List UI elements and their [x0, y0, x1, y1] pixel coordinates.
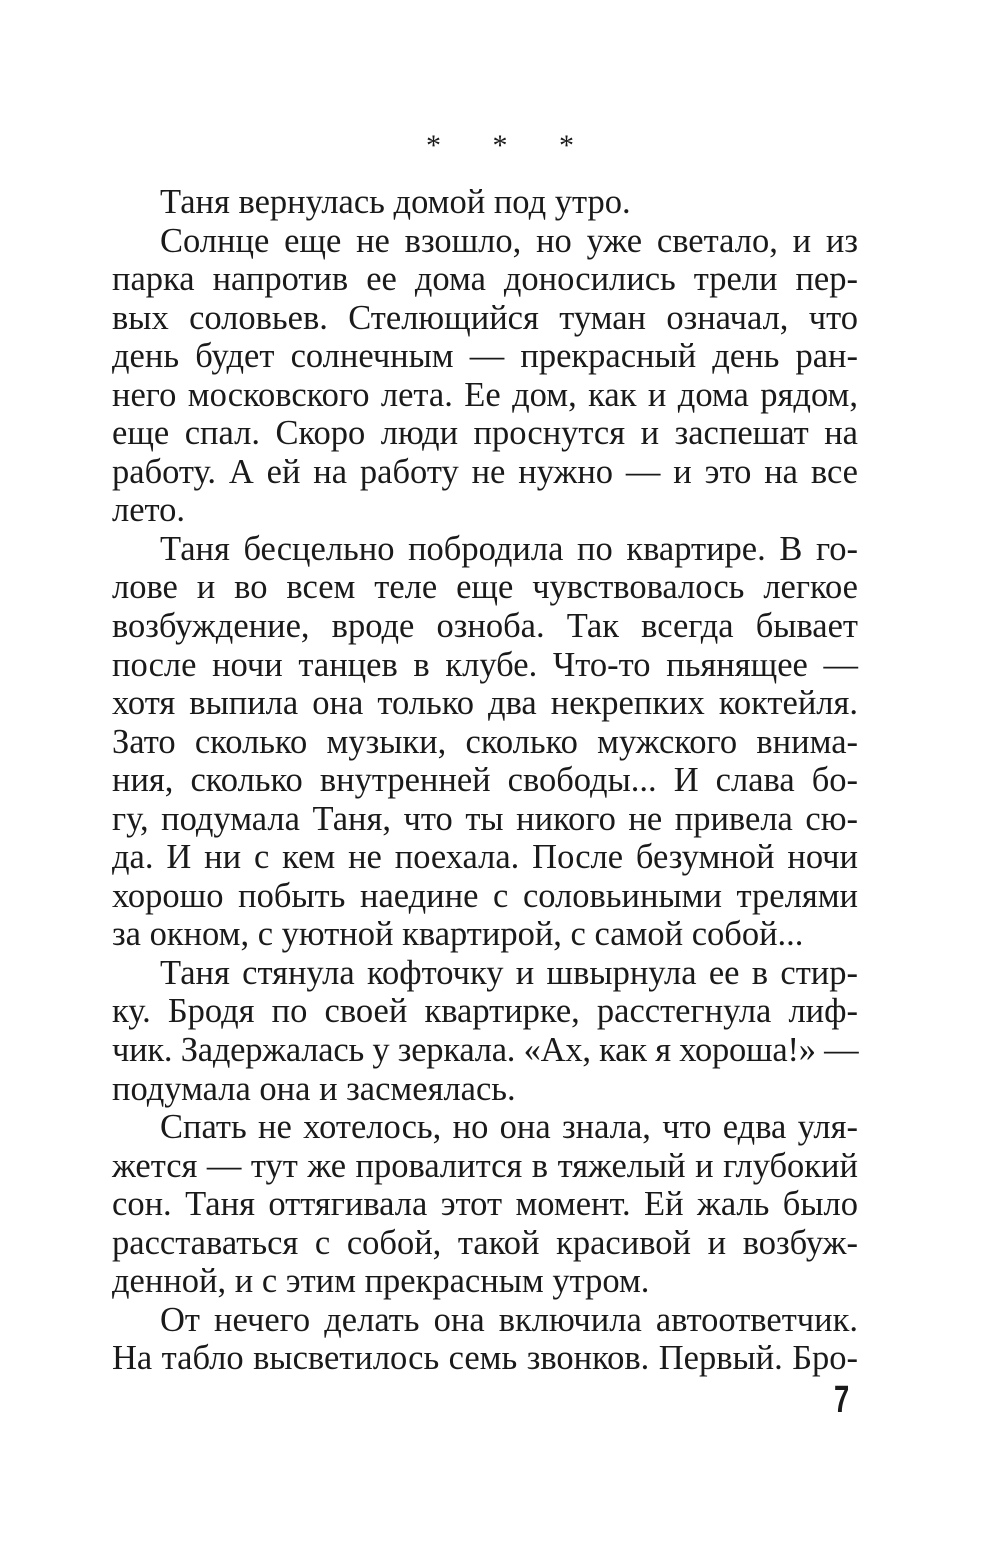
body-text — [112, 183, 858, 1378]
text-line: ния, сколько внутренней свободы... И слава бо- — [112, 761, 858, 800]
text-line: Зато сколько музыки, сколько мужского внима- — [112, 722, 858, 761]
text-line: лето. — [112, 491, 186, 530]
text-line: Таня стянула кофточку и швырнула ее в стир- — [160, 953, 858, 992]
text-line: На табло высветилось семь звонков. Первый. Бро- — [112, 1339, 858, 1378]
text-line: него московского лета. Ее дом, как и дома рядом, — [112, 375, 858, 414]
text-line: гу, подумала Таня, что ты никого не привела сю- — [112, 799, 858, 838]
text-line: денной, и с этим прекрасным утром. — [112, 1262, 650, 1301]
text-line: Таня бесцельно побродила по квартире. В го- — [160, 529, 858, 568]
text-line: лове и во всем теле еще чувствовалось легкое — [112, 568, 858, 607]
text-line: чик. Задержалась у зеркала. «Ах, как я хороша!» — — [112, 1031, 859, 1070]
text-line: день будет солнечным — прекрасный день ран- — [112, 337, 858, 376]
text-line: да. И ни с кем не поехала. После безумной ночи — [112, 838, 858, 877]
text-line: парка напротив ее дома доносились трели пер- — [112, 260, 858, 299]
text-line: сон. Таня оттягивала этот момент. Ей жаль было — [112, 1185, 858, 1224]
text-line: хотя выпила она только два некрепких коктейля. — [112, 684, 858, 723]
text-line: От нечего делать она включила автоответчик. — [160, 1300, 858, 1339]
text-line: расставаться с собой, такой красивой и возбуж- — [112, 1223, 858, 1262]
text-line: еще спал. Скоро люди проснутся и заспешат на — [112, 414, 858, 453]
section-separator: * * * — [426, 129, 596, 162]
text-line: Спать не хотелось, но она знала, что едва уля- — [160, 1108, 858, 1147]
text-line: Солнце еще не взошло, но уже светало, и из — [160, 221, 858, 260]
page-number: 7 — [834, 1379, 850, 1421]
text-line: подумала она и засмеялась. — [112, 1069, 516, 1108]
text-line: вых соловьев. Стелющийся туман означал, что — [112, 298, 858, 337]
text-line: возбуждение, вроде озноба. Так всегда бывает — [112, 607, 858, 646]
text-line: за окном, с уютной квартирой, с самой собой... — [112, 915, 804, 954]
text-line: после ночи танцев в клубе. Что-то пьянящее — — [112, 645, 858, 684]
text-line: хорошо побыть наедине с соловьиными трелями — [112, 876, 858, 915]
text-line: ку. Бродя по своей квартирке, расстегнула лиф- — [112, 992, 858, 1031]
text-line: Таня вернулась домой под утро. — [160, 183, 631, 221]
text-line: работу. А ей на работу не нужно — и это на все — [112, 452, 858, 491]
text-line: жется — тут же провалится в тяжелый и глубокий — [112, 1146, 858, 1185]
